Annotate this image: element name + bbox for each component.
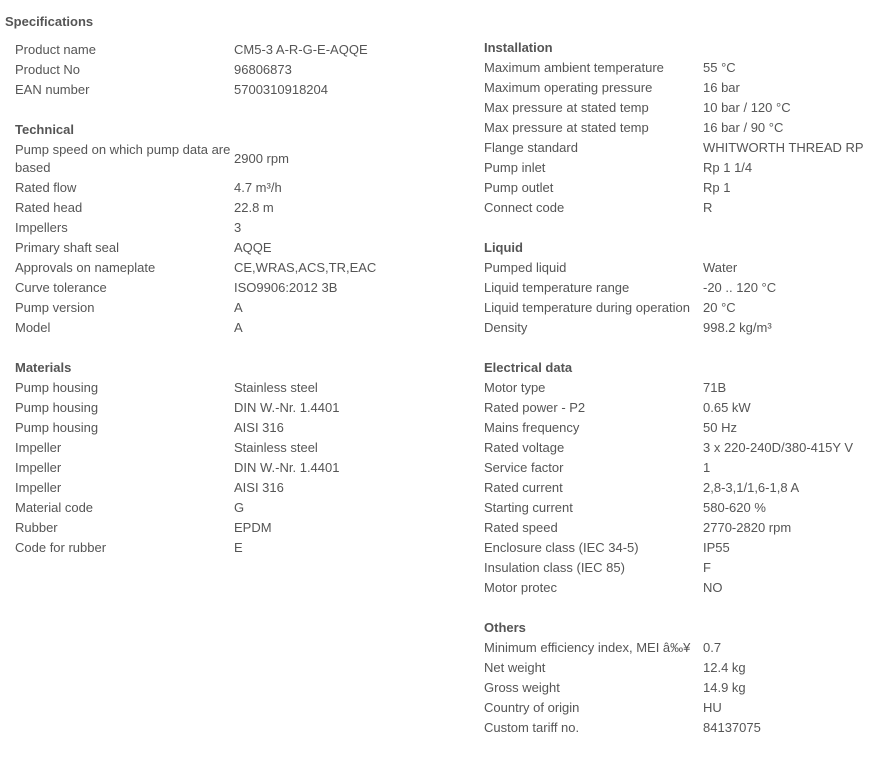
spec-value: 0.7 <box>703 640 722 655</box>
spec-value: HU <box>703 700 722 715</box>
left-column <box>15 40 455 578</box>
section-title: Installation <box>484 40 553 55</box>
spec-label: Country of origin <box>484 700 580 715</box>
spec-row <box>484 298 896 318</box>
spec-label: Pump housing <box>15 380 99 395</box>
spec-value: AISI 316 <box>234 420 284 435</box>
spec-label: Model <box>15 320 51 335</box>
spec-label: Flange standard <box>484 140 578 155</box>
spec-row <box>484 398 896 418</box>
spec-value: DIN W.-Nr. 1.4401 <box>234 460 340 475</box>
section-installation <box>484 38 896 218</box>
spec-label: EAN number <box>15 82 90 97</box>
spec-row <box>15 238 455 258</box>
spec-label: Insulation class (IEC 85) <box>484 560 625 575</box>
spec-value: CE,WRAS,ACS,TR,EAC <box>234 260 377 275</box>
spec-row <box>15 178 455 198</box>
spec-label: Connect code <box>484 200 565 215</box>
spec-label: Impeller <box>15 460 62 475</box>
spec-label: Product No <box>15 62 81 77</box>
spec-value: 5700310918204 <box>234 82 328 97</box>
spec-label: Custom tariff no. <box>484 720 580 735</box>
spec-row <box>15 80 455 100</box>
spec-label: Primary shaft seal <box>15 240 120 255</box>
spec-row <box>484 178 896 198</box>
spec-label: Pump version <box>15 300 95 315</box>
spec-row <box>484 78 896 98</box>
spec-value: 2770-2820 rpm <box>703 520 792 535</box>
spec-label: Approvals on nameplate <box>15 260 156 275</box>
spec-label: Max pressure at stated temp <box>484 120 649 135</box>
spec-row <box>484 258 896 278</box>
spec-label: Liquid temperature during operation <box>484 300 690 315</box>
spec-value: DIN W.-Nr. 1.4401 <box>234 400 340 415</box>
spec-value: -20 .. 120 °C <box>703 280 777 295</box>
spec-label: Rated head <box>15 200 83 215</box>
spec-label: Gross weight <box>484 680 560 695</box>
spec-value: 55 °C <box>703 60 736 75</box>
spec-value: NO <box>703 580 723 595</box>
spec-label: Motor type <box>484 380 546 395</box>
spec-value: 22.8 m <box>234 200 274 215</box>
spec-value: F <box>703 560 711 575</box>
spec-row <box>15 458 455 478</box>
spec-label: Pump speed on which pump data are based <box>15 142 231 175</box>
spec-value: G <box>234 500 245 515</box>
spec-value: 2,8-3,1/1,6-1,8 A <box>703 480 800 495</box>
spec-value: 16 bar <box>703 80 740 95</box>
spec-row <box>15 498 455 518</box>
spec-row <box>15 298 455 318</box>
section-general <box>15 40 455 100</box>
spec-value: Water <box>703 260 738 275</box>
spec-value: 2900 rpm <box>234 151 289 166</box>
spec-row <box>484 558 896 578</box>
spec-value: CM5-3 A-R-G-E-AQQE <box>234 42 368 57</box>
spec-value: 10 bar / 120 °C <box>703 100 791 115</box>
spec-value: E <box>234 540 243 555</box>
spec-row <box>484 678 896 698</box>
spec-value: 71B <box>703 380 727 395</box>
section-title: Materials <box>15 360 72 375</box>
spec-label: Pump outlet <box>484 180 554 195</box>
spec-label: Pump housing <box>15 420 99 435</box>
section-title: Others <box>484 620 526 635</box>
spec-label: Density <box>484 320 528 335</box>
spec-label: Enclosure class (IEC 34-5) <box>484 540 639 555</box>
spec-row <box>15 278 455 298</box>
spec-row <box>15 378 455 398</box>
spec-value: R <box>703 200 713 215</box>
spec-value: 3 x 220-240D/380-415Y V <box>703 440 854 455</box>
spec-row <box>484 378 896 398</box>
spec-label: Net weight <box>484 660 546 675</box>
spec-row <box>484 278 896 298</box>
spec-label: Starting current <box>484 500 573 515</box>
spec-row <box>484 638 896 658</box>
spec-row <box>484 58 896 78</box>
spec-label: Minimum efficiency index, MEI â‰¥ <box>484 640 691 655</box>
spec-value: 3 <box>234 220 242 235</box>
spec-row <box>15 258 455 278</box>
spec-label: Impellers <box>15 220 68 235</box>
spec-row <box>484 118 896 138</box>
spec-row <box>484 438 896 458</box>
section-technical <box>15 120 455 338</box>
section-liquid <box>484 238 896 338</box>
spec-value: 12.4 kg <box>703 660 746 675</box>
spec-label: Material code <box>15 500 94 515</box>
spec-value: Stainless steel <box>234 380 318 395</box>
spec-row <box>484 458 896 478</box>
spec-row <box>15 40 455 60</box>
spec-row <box>484 418 896 438</box>
spec-row <box>15 60 455 80</box>
spec-label: Liquid temperature range <box>484 280 630 295</box>
spec-value: 96806873 <box>234 62 292 77</box>
spec-value: IP55 <box>703 540 730 555</box>
spec-label: Rated current <box>484 480 563 495</box>
spec-value: 998.2 kg/m³ <box>703 320 772 335</box>
spec-value: WHITWORTH THREAD RP <box>703 140 864 155</box>
spec-value: 4.7 m³/h <box>234 180 282 195</box>
spec-row <box>15 398 455 418</box>
spec-row <box>15 538 455 558</box>
spec-label: Code for rubber <box>15 540 107 555</box>
spec-label: Service factor <box>484 460 564 475</box>
spec-label: Rated power - P2 <box>484 400 586 415</box>
spec-label: Product name <box>15 42 96 57</box>
spec-label: Maximum ambient temperature <box>484 60 664 75</box>
spec-row <box>484 198 896 218</box>
spec-value: 16 bar / 90 °C <box>703 120 784 135</box>
spec-row <box>15 418 455 438</box>
section-materials <box>15 358 455 558</box>
spec-label: Pump inlet <box>484 160 546 175</box>
spec-row <box>484 158 896 178</box>
spec-row <box>484 498 896 518</box>
spec-row <box>15 318 455 338</box>
spec-row <box>15 478 455 498</box>
spec-row <box>15 438 455 458</box>
spec-value: A <box>234 300 243 315</box>
section-title: Liquid <box>484 240 523 255</box>
section-electrical-data <box>484 358 896 598</box>
right-column <box>484 38 896 758</box>
section-others <box>484 618 896 738</box>
spec-label: Mains frequency <box>484 420 580 435</box>
spec-label: Motor protec <box>484 580 557 595</box>
page-title: Specifications <box>5 14 94 29</box>
spec-label: Pump housing <box>15 400 99 415</box>
spec-value: EPDM <box>234 520 272 535</box>
spec-label: Impeller <box>15 480 62 495</box>
spec-value: ISO9906:2012 3B <box>234 280 338 295</box>
spec-label: Impeller <box>15 440 62 455</box>
spec-row <box>484 658 896 678</box>
spec-row <box>15 140 455 178</box>
spec-row <box>484 98 896 118</box>
spec-value: 1 <box>703 460 711 475</box>
spec-value: 0.65 kW <box>703 400 751 415</box>
spec-value: 84137075 <box>703 720 761 735</box>
spec-row <box>484 578 896 598</box>
spec-value: Rp 1 <box>703 180 731 195</box>
spec-value: 20 °C <box>703 300 736 315</box>
spec-value: A <box>234 320 243 335</box>
spec-label: Rated speed <box>484 520 558 535</box>
spec-row <box>484 538 896 558</box>
spec-label: Rated flow <box>15 180 77 195</box>
spec-label: Rubber <box>15 520 58 535</box>
spec-label: Max pressure at stated temp <box>484 100 649 115</box>
spec-label: Pumped liquid <box>484 260 567 275</box>
spec-row <box>484 518 896 538</box>
spec-value: Rp 1 1/4 <box>703 160 753 175</box>
spec-row <box>484 718 896 738</box>
spec-row <box>15 198 455 218</box>
spec-label: Curve tolerance <box>15 280 107 295</box>
spec-row <box>15 218 455 238</box>
spec-value: AISI 316 <box>234 480 284 495</box>
spec-row <box>484 698 896 718</box>
spec-row <box>15 518 455 538</box>
spec-row <box>484 318 896 338</box>
section-title: Technical <box>15 122 75 137</box>
section-title: Electrical data <box>484 360 573 375</box>
spec-value: AQQE <box>234 240 272 255</box>
spec-value: 580-620 % <box>703 500 766 515</box>
spec-row <box>484 478 896 498</box>
spec-row <box>484 138 896 158</box>
spec-value: 14.9 kg <box>703 680 746 695</box>
spec-label: Maximum operating pressure <box>484 80 653 95</box>
spec-value: Stainless steel <box>234 440 318 455</box>
spec-value: 50 Hz <box>703 420 737 435</box>
spec-label: Rated voltage <box>484 440 565 455</box>
